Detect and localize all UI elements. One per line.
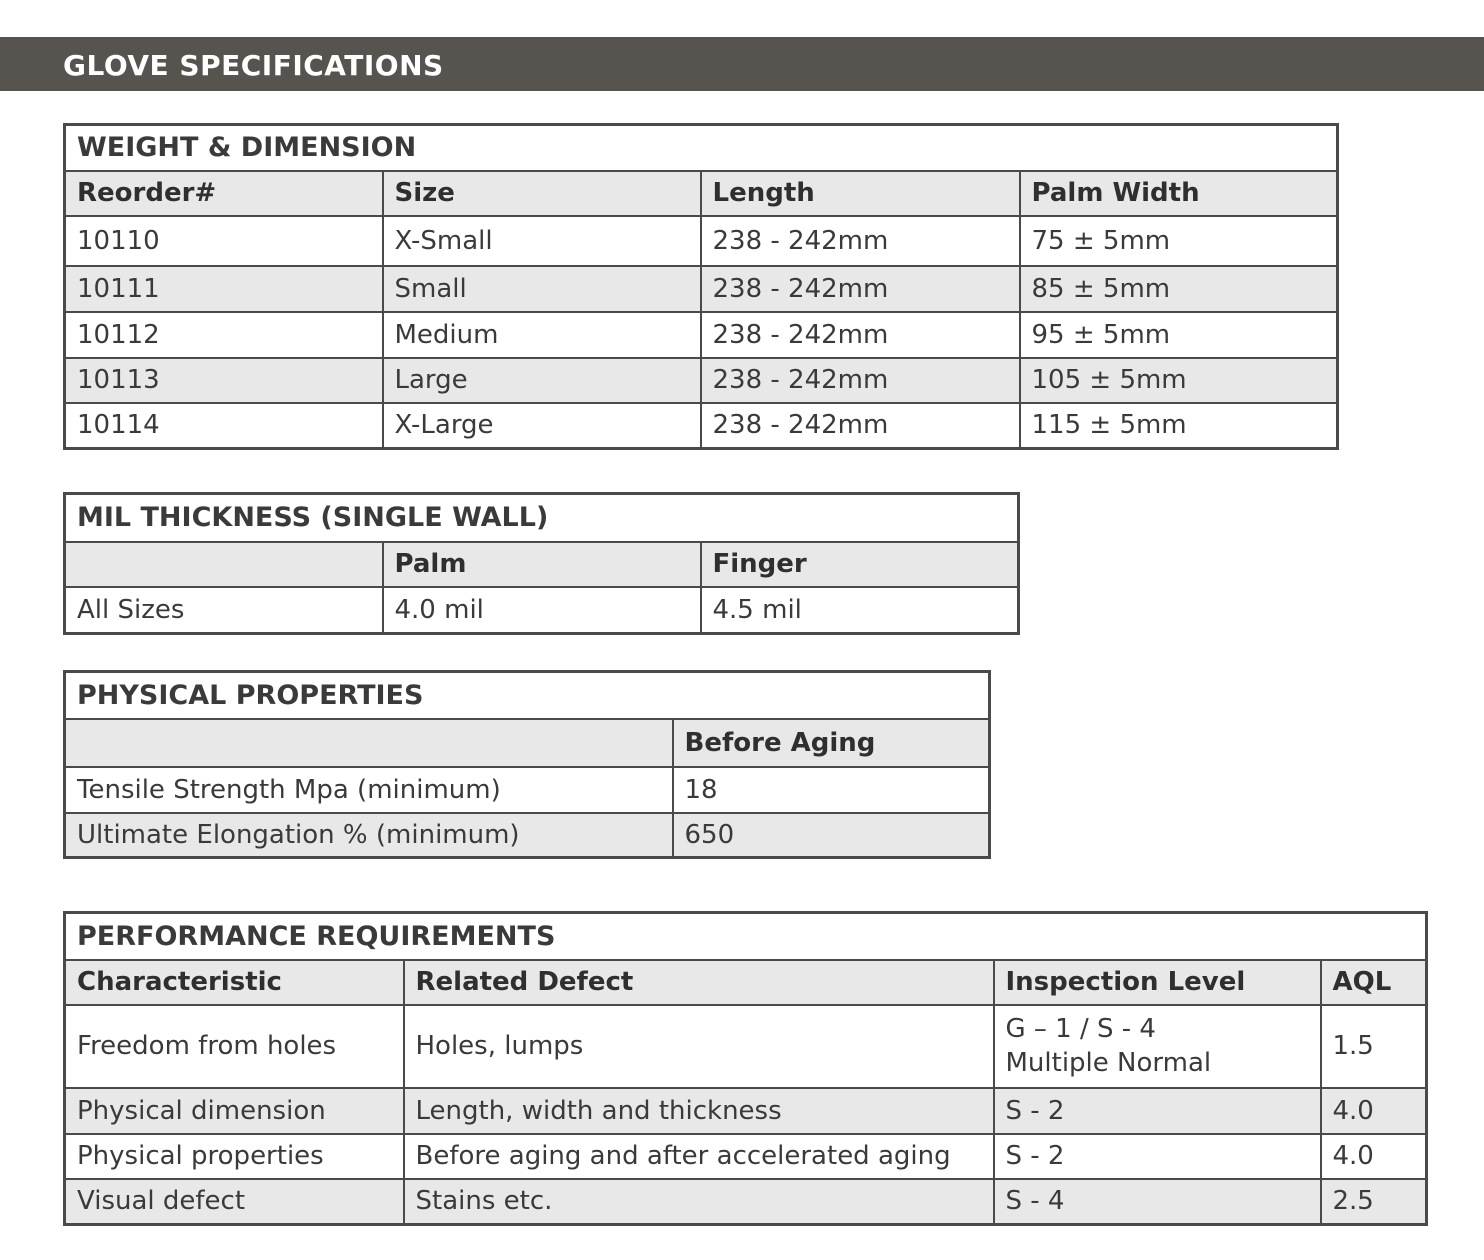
table-cell: S - 2 xyxy=(994,1134,1321,1179)
table-cell-line: Multiple Normal xyxy=(1005,1048,1212,1078)
table-row xyxy=(65,1134,1427,1179)
table-cell: Large xyxy=(383,358,701,403)
table-cell: 4.5 mil xyxy=(701,587,1019,634)
header-banner xyxy=(0,37,1484,91)
column-header: Related Defect xyxy=(404,960,994,1005)
table-cell: 4.0 xyxy=(1321,1134,1427,1179)
mil-thickness-table xyxy=(63,492,1020,635)
column-header xyxy=(65,542,383,587)
table-cell: 75 ± 5mm xyxy=(1020,216,1338,266)
weight-dimension-table xyxy=(63,123,1339,450)
table-cell: Physical properties xyxy=(65,1134,404,1179)
table-title: MIL THICKNESS (SINGLE WALL) xyxy=(65,494,1019,542)
table-cell: Stains etc. xyxy=(404,1179,994,1225)
table-cell: 18 xyxy=(673,767,990,813)
column-header: Palm Width xyxy=(1020,171,1338,216)
table-cell: Tensile Strength Mpa (minimum) xyxy=(65,767,673,813)
table-cell: 650 xyxy=(673,813,990,858)
table-cell: 238 - 242mm xyxy=(701,358,1020,403)
column-header: Finger xyxy=(701,542,1019,587)
table-row xyxy=(65,1179,1427,1225)
table-title: PHYSICAL PROPERTIES xyxy=(65,672,990,719)
table-cell: 2.5 xyxy=(1321,1179,1427,1225)
table-cell: 85 ± 5mm xyxy=(1020,266,1338,312)
column-header: Size xyxy=(383,171,701,216)
table-cell: Length, width and thickness xyxy=(404,1088,994,1134)
column-header: Characteristic xyxy=(65,960,404,1005)
column-header: Length xyxy=(701,171,1020,216)
table-row xyxy=(65,216,1338,266)
table-cell: Holes, lumps xyxy=(404,1005,994,1088)
table-cell: 10111 xyxy=(65,266,383,312)
table-cell: 10112 xyxy=(65,312,383,358)
table-row xyxy=(65,358,1338,403)
table-cell: 10113 xyxy=(65,358,383,403)
column-header: Reorder# xyxy=(65,171,383,216)
column-header xyxy=(65,719,673,767)
table-cell: Medium xyxy=(383,312,701,358)
table-row xyxy=(65,266,1338,312)
table-cell: Physical dimension xyxy=(65,1088,404,1134)
table-cell: 238 - 242mm xyxy=(701,216,1020,266)
table-row xyxy=(65,587,1019,634)
inspection-level-cell xyxy=(994,1005,1321,1088)
table-row xyxy=(65,1088,1427,1134)
table-cell: All Sizes xyxy=(65,587,383,634)
table-cell: Ultimate Elongation % (minimum) xyxy=(65,813,673,858)
table-row xyxy=(65,767,990,813)
table-title: WEIGHT & DIMENSION xyxy=(65,125,1338,171)
column-header: Before Aging xyxy=(673,719,990,767)
table-cell: Small xyxy=(383,266,701,312)
table-cell: S - 2 xyxy=(994,1088,1321,1134)
table-cell-line: G – 1 / S - 4 xyxy=(1005,1014,1156,1044)
table-cell: Freedom from holes xyxy=(65,1005,404,1088)
table-cell: 95 ± 5mm xyxy=(1020,312,1338,358)
table-row xyxy=(65,403,1338,449)
table-cell: 10110 xyxy=(65,216,383,266)
page-title: GLOVE SPECIFICATIONS xyxy=(63,49,444,82)
table-cell: 10114 xyxy=(65,403,383,449)
table-cell: X-Small xyxy=(383,216,701,266)
table-cell: 4.0 mil xyxy=(383,587,701,634)
table-cell: 238 - 242mm xyxy=(701,312,1020,358)
table-cell: Visual defect xyxy=(65,1179,404,1225)
table-cell: X-Large xyxy=(383,403,701,449)
column-header: Palm xyxy=(383,542,701,587)
table-cell: 1.5 xyxy=(1321,1005,1427,1088)
table-cell: 238 - 242mm xyxy=(701,403,1020,449)
physical-properties-table xyxy=(63,670,991,859)
table-cell: 238 - 242mm xyxy=(701,266,1020,312)
column-header: Inspection Level xyxy=(994,960,1321,1005)
performance-requirements-table xyxy=(63,911,1428,1226)
table-cell: S - 4 xyxy=(994,1179,1321,1225)
table-cell: 115 ± 5mm xyxy=(1020,403,1338,449)
column-header: AQL xyxy=(1321,960,1427,1005)
table-row xyxy=(65,312,1338,358)
table-cell: 105 ± 5mm xyxy=(1020,358,1338,403)
table-row xyxy=(65,1005,1427,1088)
table-cell: 4.0 xyxy=(1321,1088,1427,1134)
table-title: PERFORMANCE REQUIREMENTS xyxy=(65,913,1427,960)
table-row xyxy=(65,813,990,858)
table-cell: Before aging and after accelerated aging xyxy=(404,1134,994,1179)
